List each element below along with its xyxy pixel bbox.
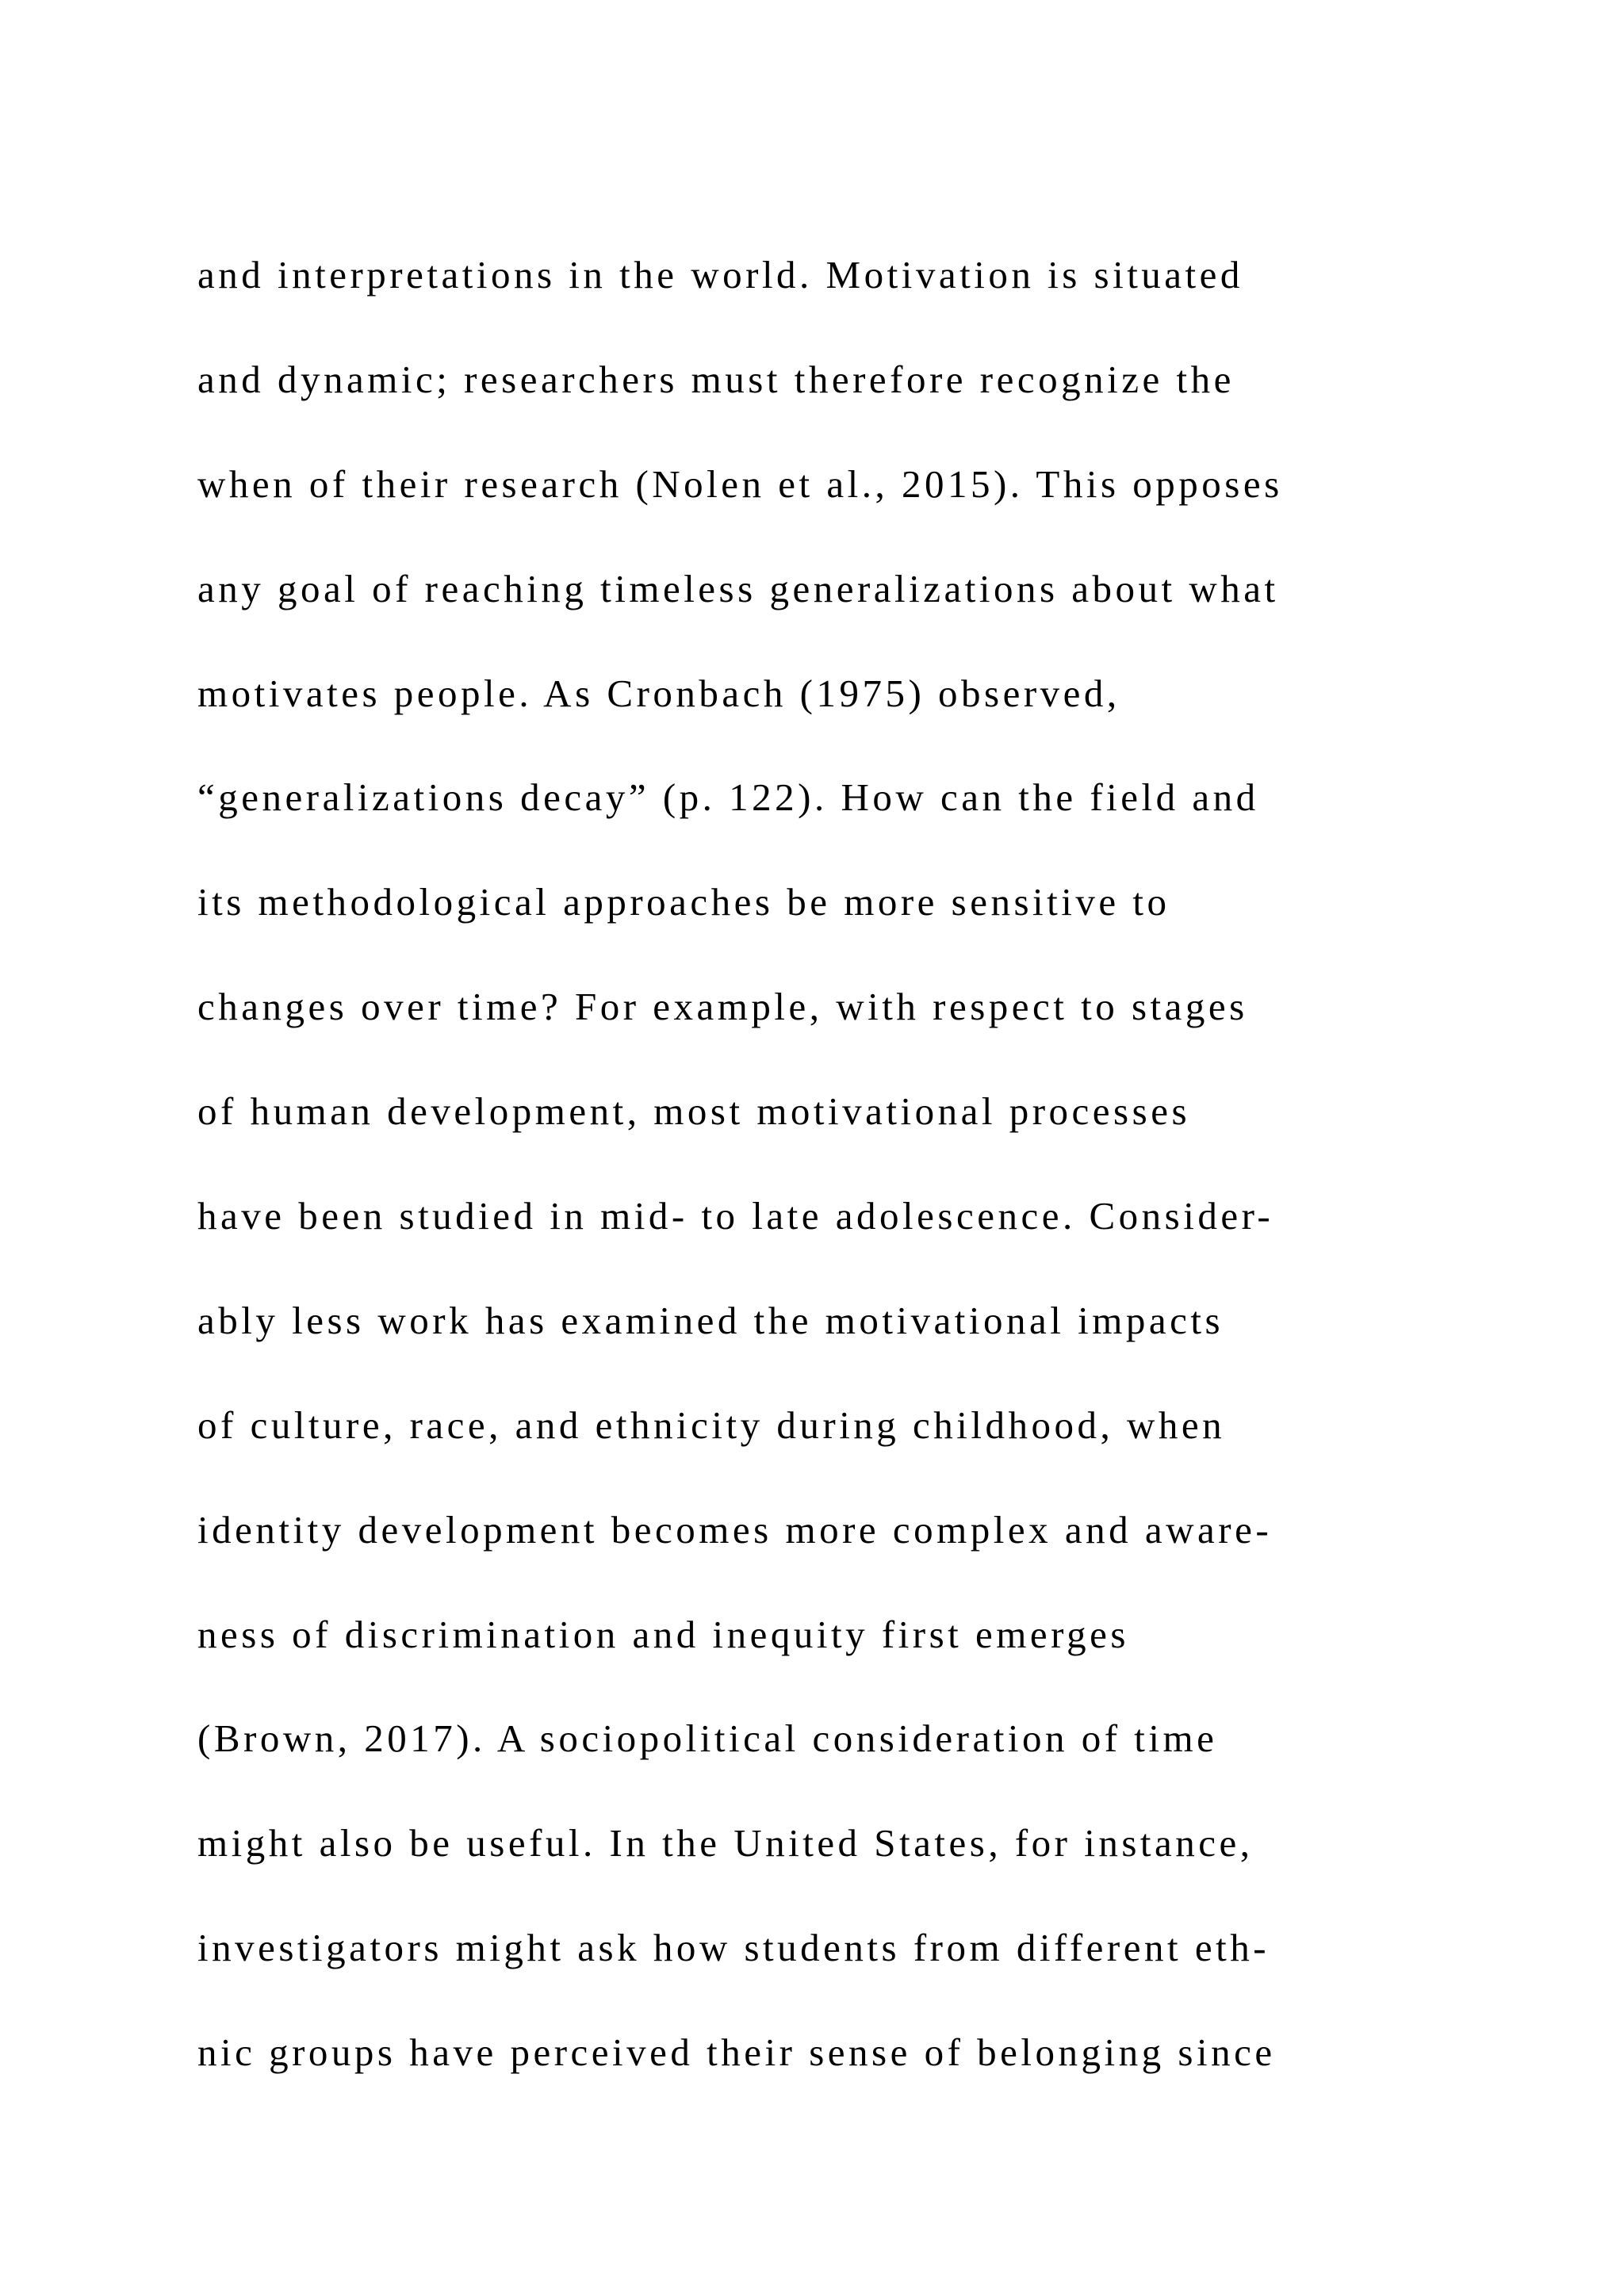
text-line: identity development becomes more complex and aware- [197,1507,1273,1552]
text-line: have been studied in mid- to late adolescence. Consider- [197,1194,1274,1238]
text-line: of culture, race, and ethnicity during childhood, when [197,1402,1226,1447]
text-line: might also be useful. In the United States, for instance, [197,1821,1254,1866]
text-line: when of their research (Nolen et al., 2015). This opposes [197,461,1283,506]
text-line: and dynamic; researchers must therefore recognize the [197,357,1235,401]
text-line: “generalizations decay” (p. 122). How can the field and [197,775,1259,820]
text-line: its methodological approaches be more sensitive to [197,880,1170,924]
text-line: and interpretations in the world. Motivation is situated [197,253,1243,297]
text-line: ness of discrimination and inequity first emerges [197,1612,1129,1656]
text-line: (Brown, 2017). A sociopolitical consideration of time [197,1716,1218,1761]
text-line: of human development, most motivational processes [197,1089,1191,1134]
text-line: motivates people. As Cronbach (1975) observed, [197,671,1120,715]
text-line: ably less work has examined the motivational impacts [197,1298,1224,1342]
body-text [197,223,1545,2105]
text-line: changes over time? For example, with respect to stages [197,985,1248,1029]
text-line: any goal of reaching timeless generalizations about what [197,566,1279,610]
text-line: investigators might ask how students from different eth- [197,1926,1270,1970]
text-line: nic groups have perceived their sense of belonging since [197,2030,1276,2075]
